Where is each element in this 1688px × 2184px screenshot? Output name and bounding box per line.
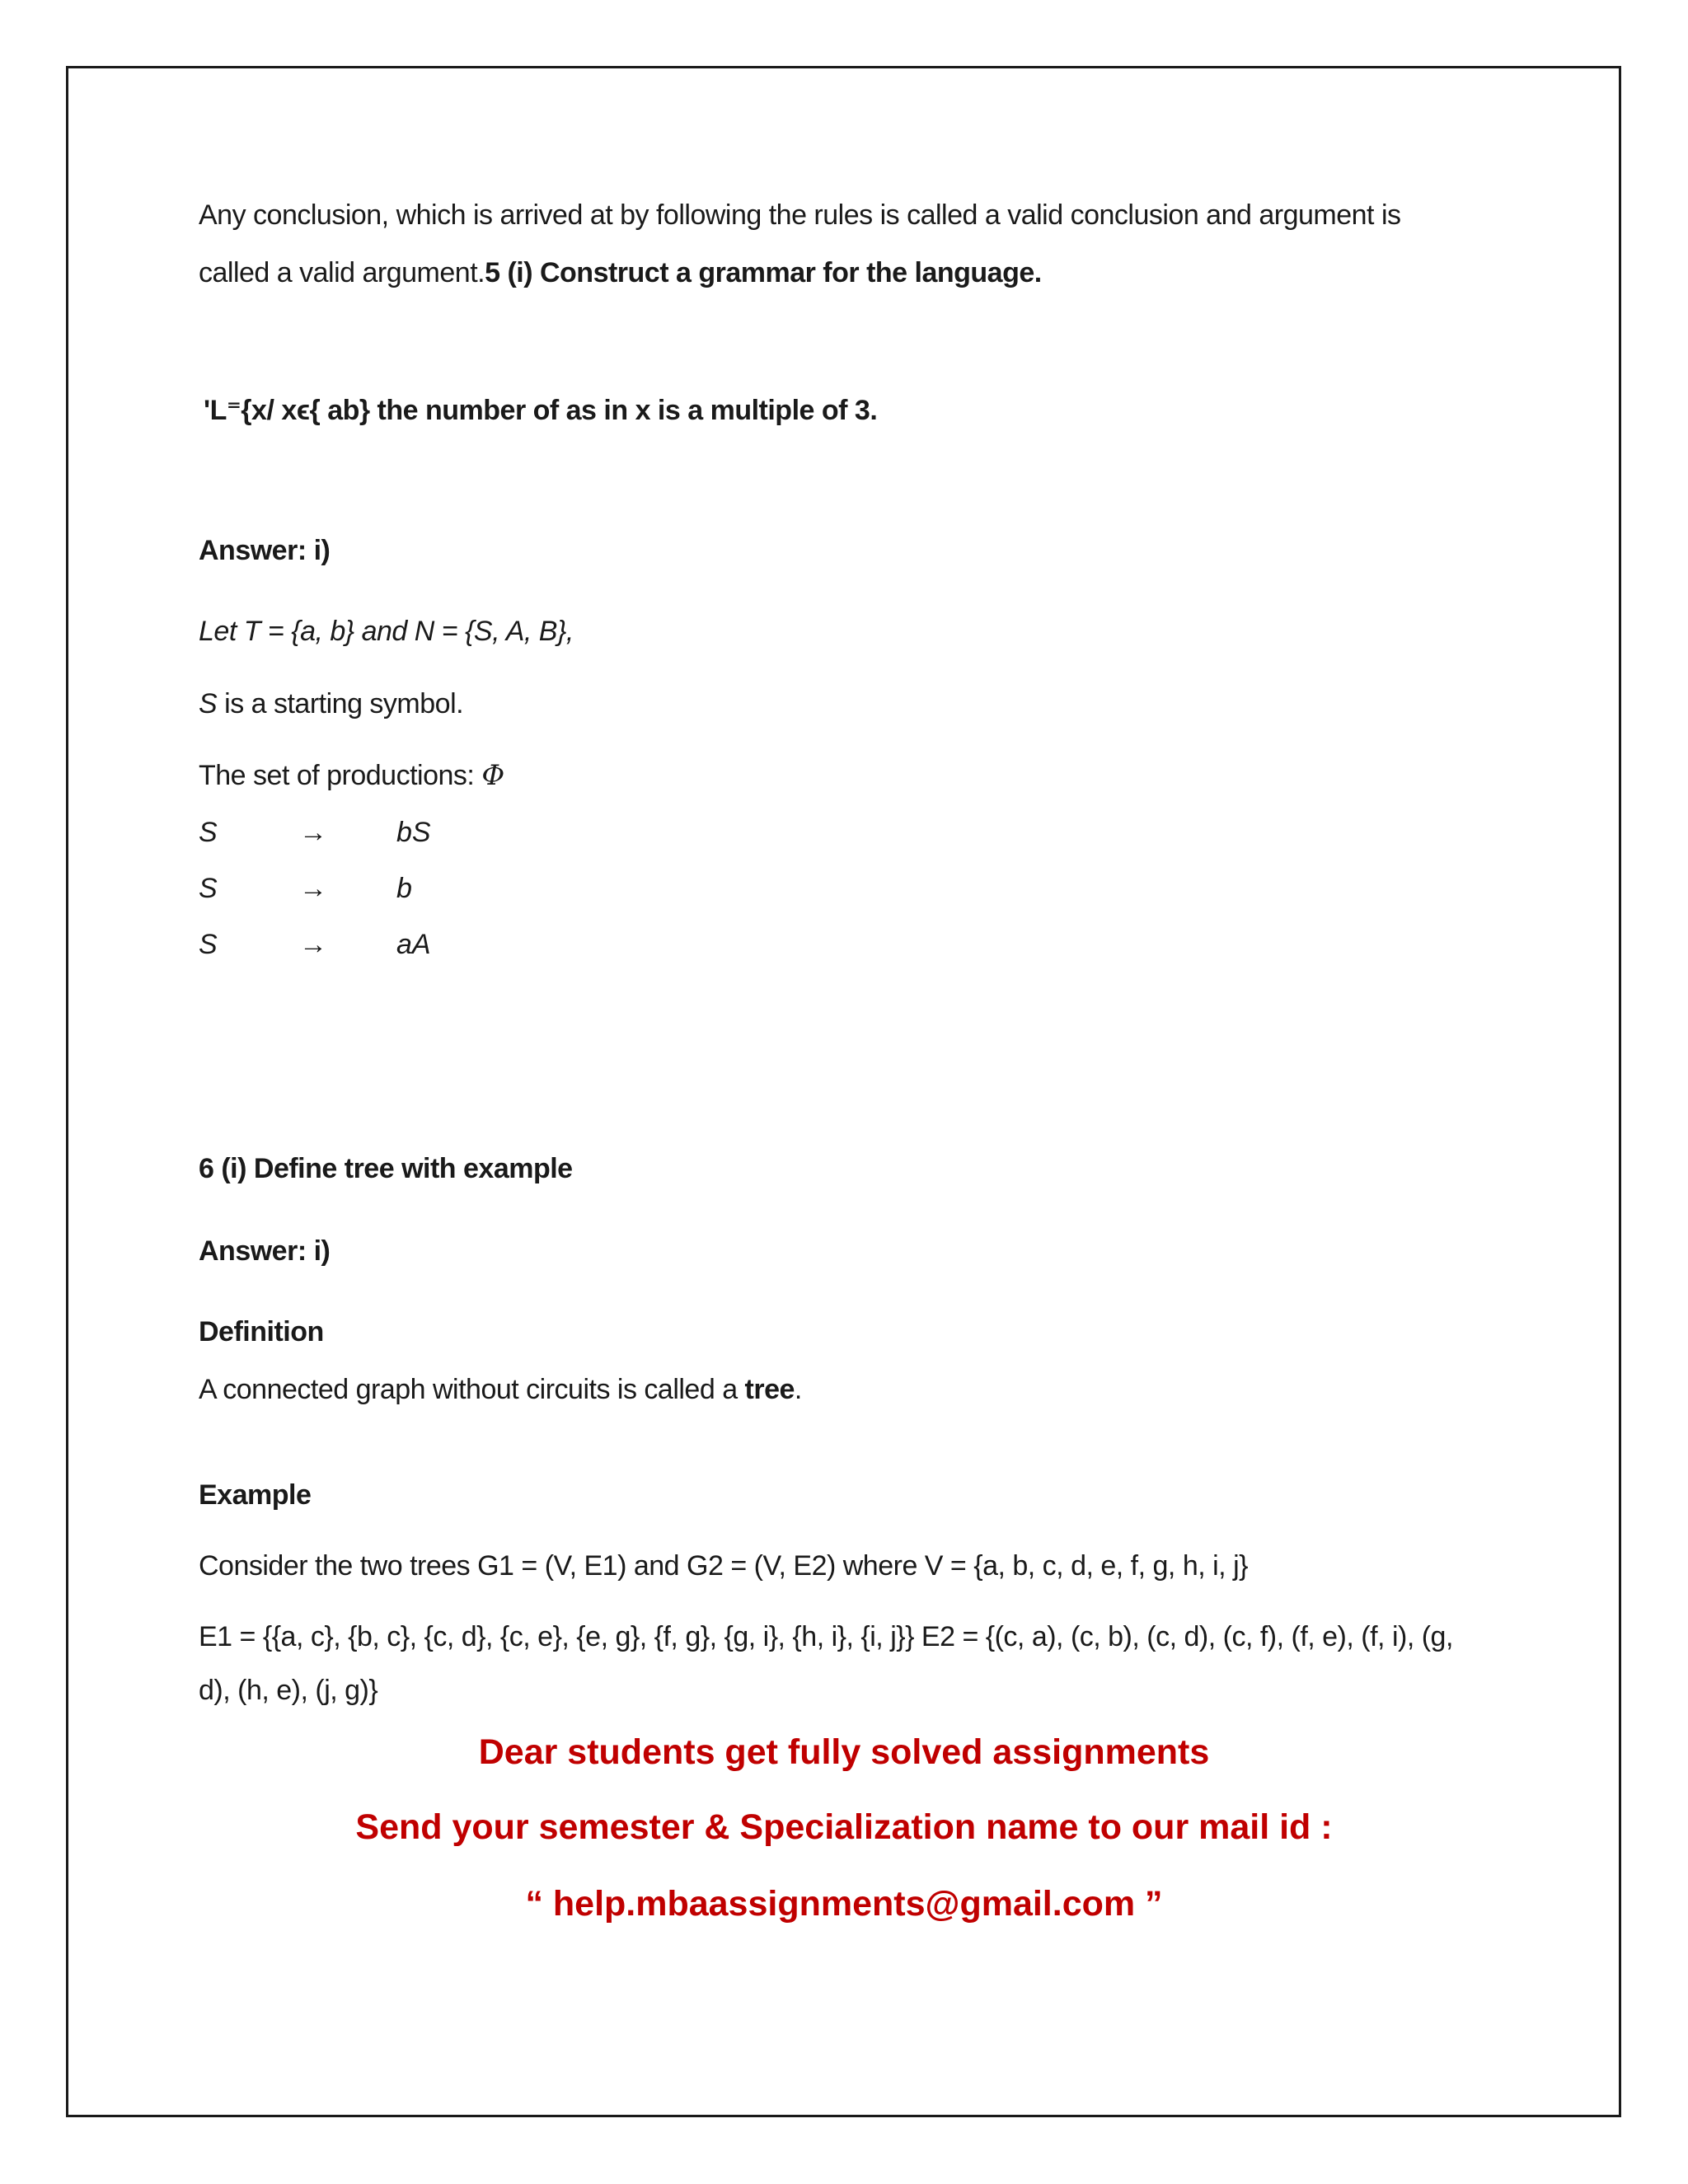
question-5-heading: 5 (i) Construct a grammar for the language. (485, 257, 1042, 288)
definition-term: tree (744, 1374, 795, 1405)
arrow-icon: → (299, 817, 327, 848)
production-lhs: S (199, 817, 218, 848)
production-rhs: aA (396, 929, 431, 960)
start-symbol-text: is a starting symbol. (217, 688, 464, 719)
arrow-icon: → (299, 873, 327, 904)
example-line: Consider the two trees G1 = (V, E1) and G2 = (V, E2) where V = {a, b, c, d, e, f, g, h, i, j} (199, 1550, 1248, 1582)
example-line: d), (h, e), (j, g)} (199, 1675, 378, 1706)
paragraph-text: called a valid argument. (199, 257, 485, 288)
definition-text-end: . (794, 1374, 802, 1405)
example-line: E1 = {{a, c}, {b, c}, {c, d}, {c, e}, {e, g}, {f, g}, {g, i}, {h, i}, {i, j}} E2 = {(c, a), (c, b), (c, d), (c, f), (f, e), (f, i), (g, (199, 1621, 1453, 1652)
answer-5-heading: Answer: i) (199, 535, 331, 566)
promo-line: Dear students get fully solved assignments (478, 1732, 1210, 1772)
let-line: Let T = {a, b} and N = {S, A, B}, (199, 616, 574, 647)
promo-line: Send your semester & Specialization name to our mail id : (355, 1807, 1333, 1847)
start-symbol-line (199, 686, 463, 722)
paragraph-line: Any conclusion, which is arrived at by following the rules is called a valid conclusion and argument is (199, 199, 1401, 231)
example-heading: Example (199, 1479, 312, 1511)
paragraph-line (199, 255, 1042, 291)
definition-text (199, 1371, 802, 1408)
start-symbol: S (199, 688, 218, 719)
arrow-icon: → (299, 929, 327, 960)
question-6-heading: 6 (i) Define tree with example (199, 1153, 573, 1184)
productions-symbol: Φ (481, 759, 504, 792)
answer-6-heading: Answer: i) (199, 1235, 331, 1267)
definition-text-plain: A connected graph without circuits is called a (199, 1374, 745, 1405)
production-rhs: b (396, 873, 412, 904)
production-lhs: S (199, 873, 218, 904)
productions-label-line (199, 757, 504, 794)
definition-heading: Definition (199, 1316, 324, 1347)
production-lhs: S (199, 929, 218, 960)
promo-email: “ help.mbaassignments@gmail.com ” (525, 1884, 1163, 1924)
question-5-language: 'L⁼{x/ xϵ{ ab} the number of as in x is a multiple of 3. (204, 395, 878, 426)
production-rhs: bS (396, 817, 431, 848)
productions-label: The set of productions: (199, 760, 482, 791)
